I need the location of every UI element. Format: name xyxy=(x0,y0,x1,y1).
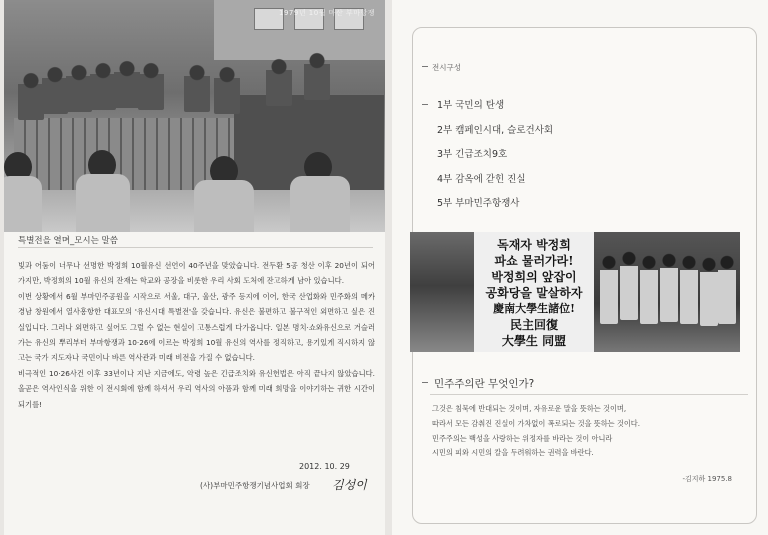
soldier xyxy=(42,66,68,114)
bullet-dash xyxy=(422,104,428,105)
banner-text: 慶南大學生諸位! xyxy=(493,302,575,315)
left-page xyxy=(4,0,385,535)
crowd-person-body xyxy=(290,176,350,232)
soldier xyxy=(114,60,140,108)
soldier xyxy=(266,58,292,106)
right-page xyxy=(392,0,768,535)
list-item: 1부 국민의 탄생 xyxy=(437,100,505,111)
prisoner xyxy=(680,254,698,324)
historical-photo-soldiers xyxy=(4,0,385,232)
bullet-dash xyxy=(422,382,428,383)
organization-name: (사)부마민주항쟁기념사업회 회장 xyxy=(200,481,310,490)
banner-text: 독재자 박정희 xyxy=(497,238,571,252)
prisoner xyxy=(640,254,658,324)
quote-heading: 민주주의란 무엇인가? xyxy=(434,378,535,390)
soldier xyxy=(214,66,240,114)
banner-text: 박정희의 앞잡이 xyxy=(491,270,577,284)
banner-text: 공화당을 말살하자 xyxy=(485,286,583,300)
crowd-person-body xyxy=(194,180,254,232)
quote-text: 그것은 침묵에 반대되는 것이며, 자유로운 말을 뜻하는 것이며, 따라서 모든 감춰진 진실이 가차없이 폭로되는 것을 뜻하는 것이다. 민주주의는 백성을 사랑하는 위정자를 바라는 것이 아니라 시민의 피와 시민의 칼을 두려워하는 권력을 바란다. xyxy=(432,404,641,458)
prisoner xyxy=(600,254,618,324)
list-item: 4부 감옥에 갇힌 진실 xyxy=(437,173,526,185)
historical-photo-prisoners xyxy=(594,232,740,352)
soldier xyxy=(138,62,164,110)
prisoner xyxy=(620,250,638,320)
banner-text: 大學生 同盟 xyxy=(501,334,567,348)
crowd-person-body xyxy=(4,176,42,232)
soldier xyxy=(90,62,116,110)
invitation-body-text: 빛과 어둠이 너무나 선명한 박정희 10월유신 선언이 40주년을 맞았습니다. 전두환 5공 청산 이후 20년이 되어 가지만, 박정희의 10월 유신의 잔재는 학교와 공장을 비롯한 우리 사회 도처에 잔고하게 남아 있습니다. 이번 상황에서 6월 부마민주공원을 시작으로 서울, 대구, 울산, 광주 등지에 이어, 한국 산업화와 민주화의 메카 경남 창원에서 열사흥항한 대표모의 '유신시대 특별전'을 갖습니다. 유신은 불편하고 불구적인 외면하고 싶은 진실입니다. 그러나 외면하고 싶어도 그럴 수 없는 현실이 고통스럽게 다가옵니다. 일본 명치·쇼와유신으로 거슬러가는 유신의 뿌리부터 부마항쟁과 10·26에 이르는 박정희 10월 유신의 역사를 정직하고, 용기있게 직시하지 않고는 국가 지도자나 국민이나 바른 역사관과 미래 비전을 가질 수 없습니다. 비극적인 10·26사건 이후 33년이나 지난 지금에도, 악령 높은 긴급조치와 유신헌법은 아직 끝나지 않았습니다. 올곧은 역사인식을 위한 이 전시회에 함께 하셔서 우리 역사의 아픔과 함께 미래 희망을 이야기하는 귀한 시간이 되기를! xyxy=(18,261,375,409)
date: 2012. 10. 29 xyxy=(299,462,350,471)
exhibit-title: 전시구성 xyxy=(432,63,461,72)
list-item: 5부 부마민주항쟁사 xyxy=(437,198,520,210)
list-item: 2부 캠페인시대, 슬로건사회 xyxy=(437,124,554,136)
soldier xyxy=(18,72,44,120)
crowd-person-body xyxy=(76,174,130,232)
divider xyxy=(430,394,748,395)
banner-text: 民主回復 xyxy=(509,318,558,332)
prisoner xyxy=(718,254,736,324)
exhibit-sections-list xyxy=(437,97,553,220)
soldier xyxy=(184,64,210,112)
quote-attribution: -김지하 1975.8 xyxy=(682,475,732,483)
prisoner xyxy=(700,256,718,326)
banner-text: 파쇼 물러가라! xyxy=(494,254,574,268)
list-item: 3부 긴급조치9호 xyxy=(437,149,508,161)
signature: 김성이 xyxy=(332,478,367,492)
divider xyxy=(18,247,373,248)
section-label: 특별전을 열며_모시는 말씀 xyxy=(18,236,118,246)
photo-caption: 1979년 10월 마산 부마항쟁 xyxy=(279,9,375,17)
prisoner xyxy=(660,252,678,322)
soldier xyxy=(304,52,330,100)
soldier xyxy=(66,64,92,112)
bullet-dash xyxy=(422,66,428,67)
